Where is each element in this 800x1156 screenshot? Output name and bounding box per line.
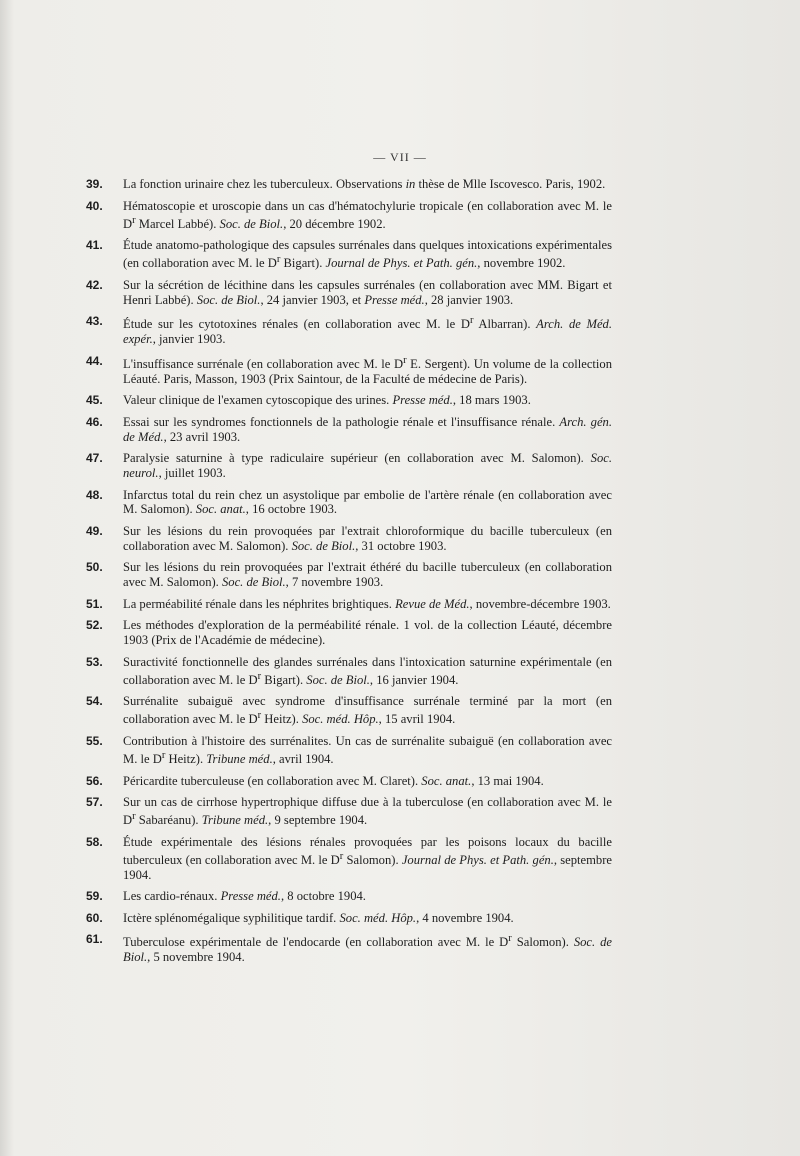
entry-text: Ictère splénomégalique syphilitique tardif. Soc. méd. Hôp., 4 novembre 1904. — [123, 910, 514, 925]
entry-text: Tuberculose expérimentale de l'endocarde (en collaboration avec M. le $D^r$ Salomon). Soc. de Biol., 5 novembre 1904. — [123, 933, 612, 965]
entry-text: Valeur clinique de l'examen cytoscopique des urines. Presse méd., 18 mars 1903. — [123, 393, 531, 408]
entry-text: Surrénalite subaiguë avec syndrome d'insuffisance surrénale terminé par la mort (en collaboration avec M. le $D^r$ Heitz). Soc. méd. Hôp., 15 avril 1904. — [123, 694, 612, 727]
entry-number: 51. — [86, 596, 103, 611]
entry-number: 54. — [86, 694, 103, 709]
entry-text: Sur les lésions du rein provoquées par l'extrait éthéré du bacille tuberculeux (en collaboration avec M. Salomon). Soc. de Biol., 7 novembre 1903. — [123, 560, 612, 590]
entry-number: 50. — [86, 560, 103, 575]
entry-number: 52. — [86, 618, 103, 633]
entry-text: Paralysie saturnine à type radiculaire supérieur (en collaboration avec M. Salomon). Soc. neurol., juillet 1903. — [123, 451, 612, 481]
entry-number: 60. — [86, 910, 103, 925]
bibliography-entry — [86, 238, 612, 271]
bibliography-entry — [86, 655, 612, 688]
entry-number: 61. — [86, 932, 103, 947]
bibliography-entry — [86, 278, 612, 308]
bibliography-entry — [86, 524, 612, 554]
entry-number: 44. — [86, 353, 103, 368]
bibliography-entry — [86, 354, 612, 387]
bibliography-entry — [86, 618, 612, 648]
bibliography-list — [86, 177, 612, 972]
entry-text: Les cardio-rénaux. Presse méd., 8 octobre 1904. — [123, 889, 366, 904]
entry-text: Sur les lésions du rein provoquées par l'extrait chloroformique du bacille tuberculeux (en collaboration avec M. Salomon). Soc. de Biol., 31 octobre 1903. — [123, 524, 612, 553]
bibliography-entry — [86, 488, 612, 518]
entry-text: Sur un cas de cirrhose hypertrophique diffuse due à la tuberculose (en collaboration avec M. le $D^r$ Sabaréanu). Tribune méd., 9 septembre 1904. — [123, 795, 612, 828]
entry-number: 57. — [86, 795, 103, 810]
entry-text: La perméabilité rénale dans les néphrites brightiques. Revue de Méd., novembre-décembre 1903. — [123, 596, 611, 611]
entry-text: Essai sur les syndromes fonctionnels de la pathologie rénale et l'insuffisance rénale. Arch. gén. de Méd., 23 avril 1903. — [123, 414, 612, 444]
entry-text: L'insuffisance surrénale (en collaboration avec M. le $D^r$ E. Sergent). Un volume de la collection Léauté. Paris, Masson, 1903 (Prix Saintour, de la Faculté de médecine de Paris). — [123, 354, 612, 386]
entry-text: Sur la sécrétion de lécithine dans les capsules surrénales (en collaboration avec MM. Bigart et Henri Labbé). Soc. de Biol., 24 janvier 1903, et Presse méd., 28 janvier 1903. — [123, 277, 612, 307]
entry-text: Hématoscopie et uroscopie dans un cas d'hématochylurie tropicale (en collaboration avec M. le $D^r$ Marcel Labbé). Soc. de Biol., 20 décembre 1902. — [123, 198, 612, 231]
entry-number: 48. — [86, 487, 103, 502]
entry-text: La fonction urinaire chez les tuberculeux. Observations in thèse de Mlle Iscovesco. Paris, 1902. — [123, 177, 606, 191]
entry-number: 45. — [86, 393, 103, 408]
entry-text: Étude anatomo-pathologique des capsules surrénales dans quelques intoxications expérimentales (en collaboration avec M. le $D^r$ Bigart). Journal de Phys. et Path. gén., novembre 1902. — [123, 238, 612, 271]
bibliography-entry — [86, 835, 612, 883]
bibliography-entry — [86, 314, 612, 347]
entry-number: 55. — [86, 733, 103, 748]
bibliography-entry — [86, 560, 612, 590]
entry-number: 56. — [86, 773, 103, 788]
entry-number: 53. — [86, 654, 103, 669]
entry-number: 58. — [86, 834, 103, 849]
bibliography-entry — [86, 177, 612, 192]
entry-text: Étude expérimentale des lésions rénales provoquées par les poisons locaux du bacille tuberculeux (en collaboration avec M. le $D^r$ Salomon). Journal de Phys. et Path. gén., septembre 1904. — [123, 834, 612, 882]
bibliography-entry — [86, 734, 612, 767]
entry-number: 59. — [86, 889, 103, 904]
entry-number: 46. — [86, 414, 103, 429]
entry-number: 40. — [86, 198, 103, 213]
entry-text: Infarctus total du rein chez un asystolique par embolie de l'artère rénale (en collaboration avec M. Salomon). Soc. anat., 16 octobre 1903. — [123, 487, 612, 517]
bibliography-entry — [86, 889, 612, 904]
entry-number: 43. — [86, 314, 103, 329]
entry-number: 41. — [86, 238, 103, 253]
bibliography-entry — [86, 932, 612, 965]
entry-text: Les méthodes d'exploration de la perméabilité rénale. 1 vol. de la collection Léauté, décembre 1903 (Prix de l'Académie de médecine). — [123, 618, 612, 648]
entry-number: 49. — [86, 524, 103, 539]
entry-number: 42. — [86, 277, 103, 292]
entry-text: Péricardite tuberculeuse (en collaboration avec M. Claret). Soc. anat., 13 mai 1904. — [123, 773, 544, 788]
bibliography-entry — [86, 415, 612, 445]
page-header: — VII — — [373, 150, 427, 164]
bibliography-entry — [86, 911, 612, 926]
bibliography-entry — [86, 694, 612, 727]
bibliography-entry — [86, 774, 612, 789]
bibliography-entry — [86, 597, 612, 612]
bibliography-entry — [86, 451, 612, 481]
entry-number: 47. — [86, 451, 103, 466]
entry-text: Contribution à l'histoire des surrénalites. Un cas de surrénalite subaiguë (en collaboration avec M. le $D^r$ Heitz). Tribune méd., avril 1904. — [123, 733, 612, 766]
entry-text: Étude sur les cytotoxines rénales (en collaboration avec M. le $D^r$ Albarran). Arch. de Méd. expér., janvier 1903. — [123, 315, 613, 347]
bibliography-entry — [86, 393, 612, 408]
bibliography-entry — [86, 795, 612, 828]
entry-number: 39. — [86, 177, 103, 191]
bibliography-entry — [86, 199, 612, 232]
entry-text: Suractivité fonctionnelle des glandes surrénales dans l'intoxication saturnine expérimentale (en collaboration avec M. le $D^r$ Bigart). Soc. de Biol., 16 janvier 1904. — [123, 654, 612, 687]
